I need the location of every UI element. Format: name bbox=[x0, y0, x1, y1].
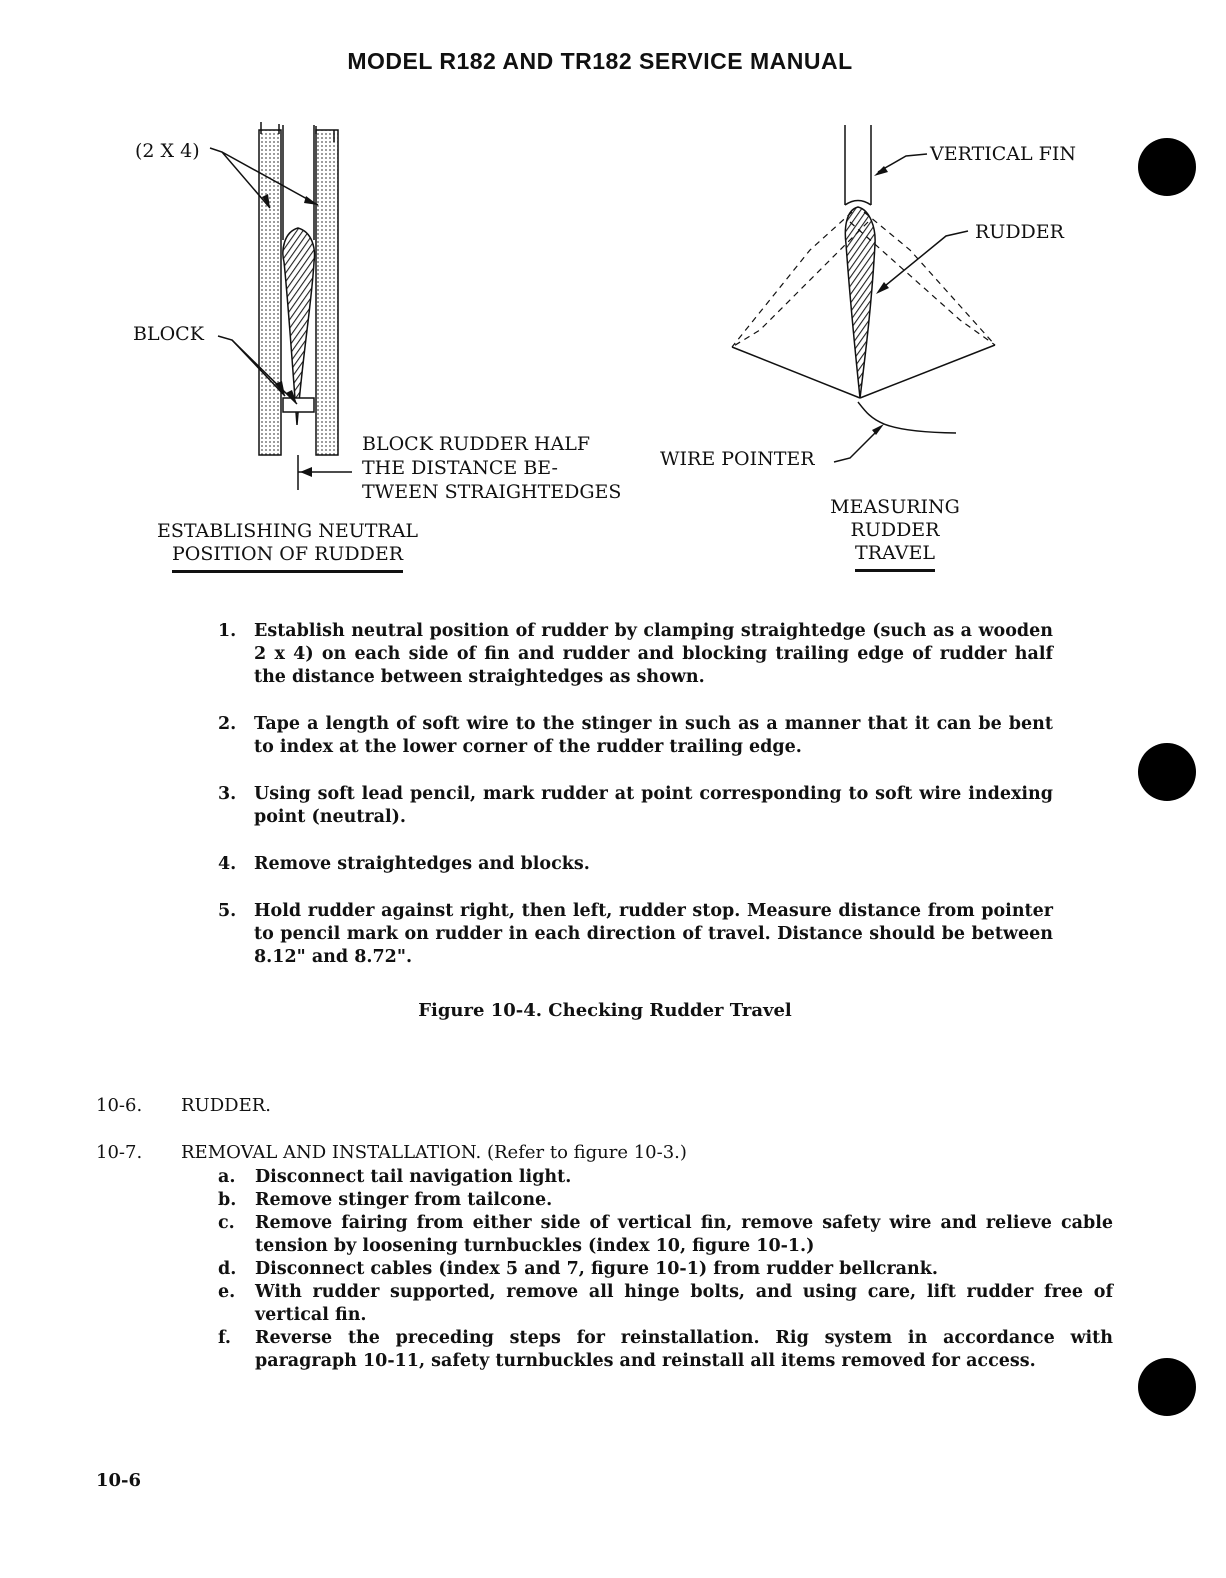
rudder-shape-top-view bbox=[845, 207, 875, 398]
page-number: 10-6 bbox=[96, 1470, 142, 1491]
substep-item: d. Disconnect cables (index 5 and 7, figure 10-1) from rudder bellcrank. bbox=[218, 1259, 938, 1279]
binder-hole-top bbox=[1138, 138, 1196, 196]
right-straightedge bbox=[316, 126, 338, 455]
substep-item: c. Remove fairing from either side of vertical fin, remove safety wire and relieve cable tension by loosening turnbuckles (index 10, figure 10-1.) bbox=[218, 1213, 1113, 1256]
section-10-7-number: 10-7. bbox=[96, 1142, 143, 1163]
right-figure-caption: MEASURING RUDDER TRAVEL bbox=[800, 496, 990, 572]
substep-item: a. Disconnect tail navigation light. bbox=[218, 1167, 572, 1187]
vertical-fin bbox=[845, 125, 871, 205]
section-10-7-title: REMOVAL AND INSTALLATION. (Refer to figure 10-3.) bbox=[181, 1142, 687, 1163]
removal-steps bbox=[218, 1166, 1113, 1373]
label-2x4: (2 X 4) bbox=[135, 140, 200, 162]
step-item: 5. Hold rudder against right, then left, rudder stop. Measure distance from pointer to pencil mark on rudder in each direction of travel. Distance should be between 8.12" and 8.72". bbox=[218, 901, 1053, 967]
substep-item: b. Remove stinger from tailcone. bbox=[218, 1190, 553, 1210]
left-straightedge bbox=[259, 122, 281, 455]
label-block: BLOCK bbox=[133, 323, 204, 345]
step-item: 4. Remove straightedges and blocks. bbox=[218, 854, 590, 874]
page-header: MODEL R182 AND TR182 SERVICE MANUAL bbox=[347, 48, 853, 74]
step-item: 3. Using soft lead pencil, mark rudder at point corresponding to soft wire indexing point (neutral). bbox=[218, 784, 1053, 827]
substep-item: f. Reverse the preceding steps for reinstallation. Rig system in accordance with paragraph 10-11, safety turnbuckles and reinstall all items removed for access. bbox=[218, 1328, 1113, 1371]
label-rudder: RUDDER bbox=[975, 221, 1064, 243]
block-note-line-2: THE DISTANCE BE- bbox=[362, 457, 558, 479]
figure-caption: Figure 10-4. Checking Rudder Travel bbox=[418, 1000, 792, 1021]
label-vertical-fin: VERTICAL FIN bbox=[930, 143, 1076, 165]
step-item: 1. Establish neutral position of rudder by clamping straightedge (such as a wooden 2 x 4) on each side of fin and rudder and blocking trailing edge of rudder half the distance between straightedges as shown. bbox=[218, 621, 1053, 687]
step-item: 2. Tape a length of soft wire to the stinger in such as a manner that it can be bent to index at the lower corner of the rudder trailing edge. bbox=[218, 714, 1053, 757]
binder-hole-bottom bbox=[1138, 1358, 1196, 1416]
block-note-line-3: TWEEN STRAIGHTEDGES bbox=[362, 481, 622, 503]
left-figure-caption: ESTABLISHING NEUTRAL POSITION OF RUDDER bbox=[120, 520, 455, 573]
section-10-6-number: 10-6. bbox=[96, 1095, 143, 1116]
neutral-position-diagram bbox=[0, 0, 680, 600]
section-10-6-title: RUDDER. bbox=[181, 1095, 271, 1116]
procedure-steps bbox=[218, 620, 1053, 993]
block bbox=[283, 398, 314, 412]
block-note-line-1: BLOCK RUDDER HALF bbox=[362, 433, 591, 455]
label-wire-pointer: WIRE POINTER bbox=[660, 448, 815, 470]
binder-hole-middle bbox=[1138, 743, 1196, 801]
substep-item: e. With rudder supported, remove all hinge bolts, and using care, lift rudder free of vertical fin. bbox=[218, 1282, 1113, 1325]
